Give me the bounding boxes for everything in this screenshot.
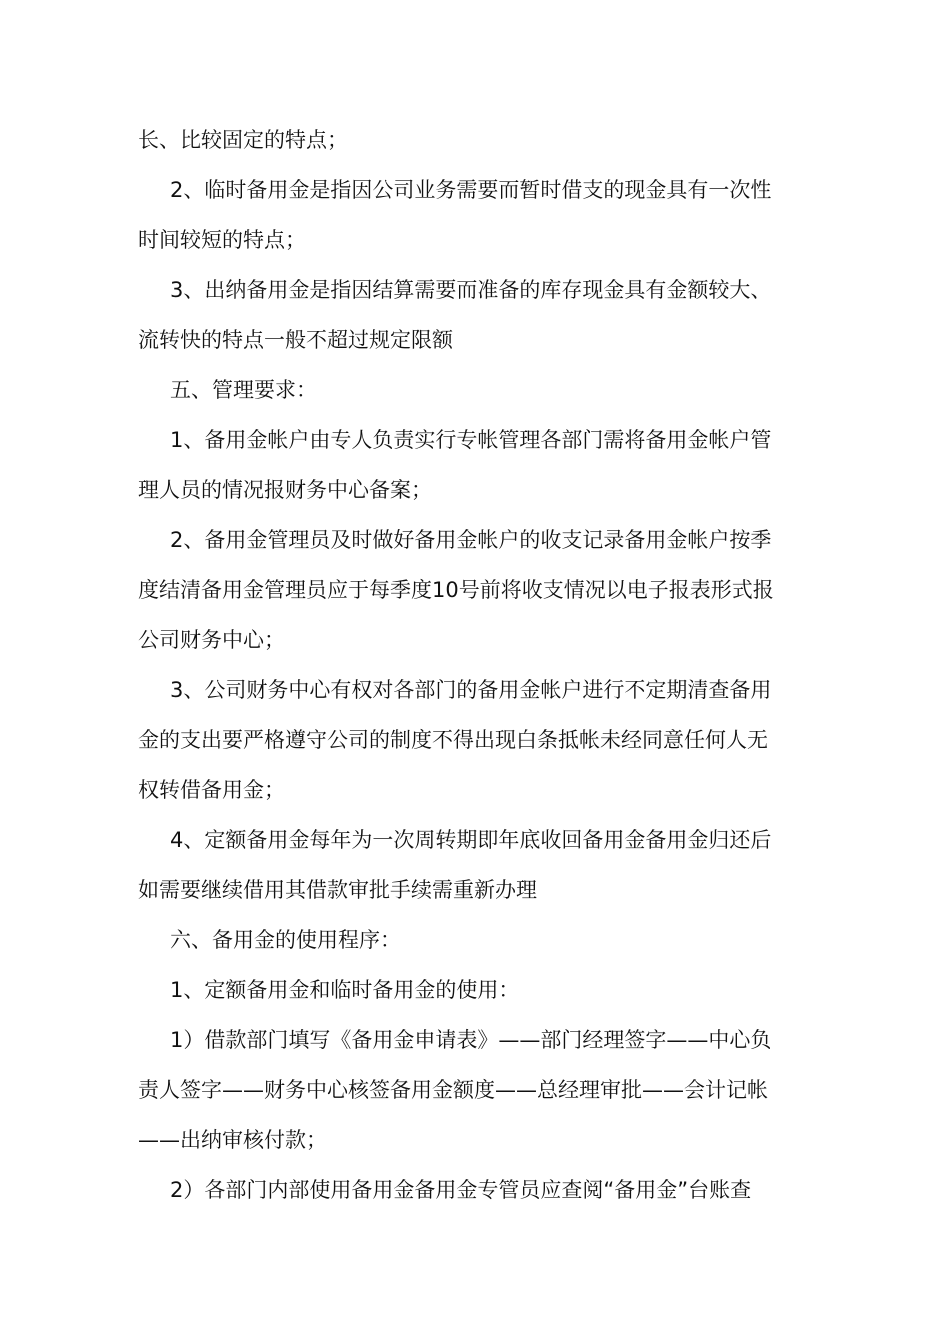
text-line: 流转快的特点一般不超过规定限额 (138, 328, 453, 352)
text-line: 理人员的情况报财务中心备案； (138, 478, 432, 502)
text-line: 3、公司财务中心有权对各部门的备用金帐户进行不定期清查备用 (170, 678, 772, 702)
text-line: 时间较短的特点； (138, 228, 306, 252)
text-line: 2）各部门内部使用备用金备用金专管员应查阅“备用金”台账查 (170, 1178, 752, 1202)
text-line: 2、备用金管理员及时做好备用金帐户的收支记录备用金帐户按季 (170, 528, 772, 552)
text-line: 金的支出要严格遵守公司的制度不得出现白条抵帐未经同意任何人无 (138, 728, 768, 752)
text-line: 责人签字——财务中心核签备用金额度——总经理审批——会计记帐 (138, 1078, 768, 1102)
section-heading: 六、备用金的使用程序： (170, 928, 401, 952)
text-line: 3、出纳备用金是指因结算需要而准备的库存现金具有金额较大、 (170, 278, 772, 302)
text-line: 1、备用金帐户由专人负责实行专帐管理各部门需将备用金帐户管 (170, 428, 772, 452)
text-line: 2、临时备用金是指因公司业务需要而暂时借支的现金具有一次性 (170, 178, 772, 202)
section-heading: 五、管理要求： (170, 378, 317, 402)
text-line: ——出纳审核付款； (138, 1128, 327, 1152)
text-line: 权转借备用金； (138, 778, 285, 802)
text-line: 4、定额备用金每年为一次周转期即年底收回备用金备用金归还后 (170, 828, 772, 852)
text-line: 1、定额备用金和临时备用金的使用： (170, 978, 520, 1002)
text-line: 1）借款部门填写《备用金申请表》——部门经理签字——中心负 (170, 1028, 772, 1052)
text-line: 度结清备用金管理员应于每季度10号前将收支情况以电子报表形式报 (138, 578, 774, 602)
text-line: 长、比较固定的特点； (138, 128, 348, 152)
text-line: 如需要继续借用其借款审批手续需重新办理 (138, 878, 537, 902)
text-line: 公司财务中心； (138, 628, 285, 652)
